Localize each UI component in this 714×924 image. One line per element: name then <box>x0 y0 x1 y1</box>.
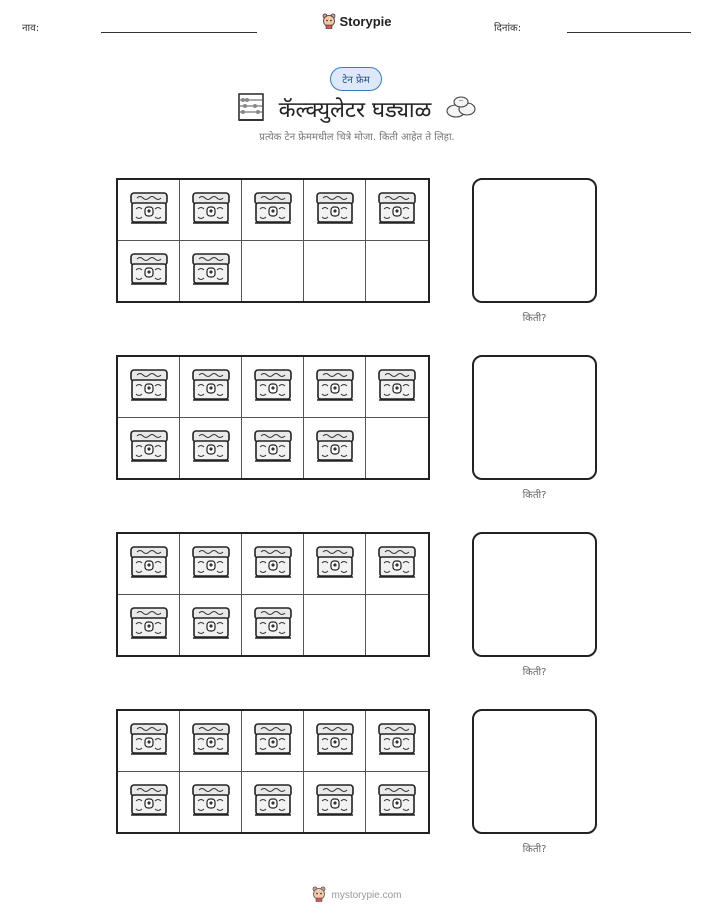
treasure-chest-icon <box>189 367 233 407</box>
treasure-chest-icon <box>127 428 171 468</box>
treasure-chest-icon <box>313 190 357 230</box>
treasure-chest-icon <box>189 251 233 291</box>
treasure-chest-icon <box>189 428 233 468</box>
frame-cell <box>180 357 242 418</box>
frame-cell <box>366 711 428 772</box>
frame-cell <box>180 595 242 656</box>
treasure-chest-icon <box>189 782 233 822</box>
treasure-chest-icon <box>189 544 233 584</box>
treasure-chest-icon <box>127 721 171 761</box>
date-label: दिनांक: <box>494 23 522 34</box>
frame-cell <box>304 418 366 479</box>
ten-frame <box>116 532 430 657</box>
abacus-icon <box>237 92 265 126</box>
frame-cell <box>118 418 180 479</box>
treasure-chest-icon <box>189 190 233 230</box>
topic-badge: टेन फ्रेम <box>330 67 382 91</box>
storypie-mascot-icon <box>322 13 336 29</box>
treasure-chest-icon <box>375 367 419 407</box>
treasure-chest-icon <box>313 428 357 468</box>
frame-cell <box>304 180 366 241</box>
frame-cell <box>304 711 366 772</box>
worksheet-title: कॅल्क्युलेटर घड्याळ <box>278 98 432 123</box>
treasure-chest-icon <box>127 367 171 407</box>
frame-cell <box>242 534 304 595</box>
ten-frame <box>116 178 430 303</box>
frame-cell <box>242 418 304 479</box>
name-field[interactable] <box>101 32 257 33</box>
treasure-chest-icon <box>127 544 171 584</box>
answer-box[interactable] <box>472 355 597 480</box>
frame-cell <box>118 241 180 302</box>
frame-cell <box>304 357 366 418</box>
frame-cell <box>304 772 366 833</box>
treasure-chest-icon <box>251 721 295 761</box>
treasure-chest-icon <box>375 721 419 761</box>
frame-cell <box>180 711 242 772</box>
treasure-chest-icon <box>375 782 419 822</box>
treasure-chest-icon <box>375 190 419 230</box>
brand-logo <box>0 13 714 32</box>
treasure-chest-icon <box>189 721 233 761</box>
treasure-chest-icon <box>313 367 357 407</box>
frame-cell <box>242 711 304 772</box>
frame-cell <box>118 357 180 418</box>
frame-cell <box>242 772 304 833</box>
frame-cell <box>366 241 428 302</box>
frame-cell <box>118 534 180 595</box>
treasure-chest-icon <box>251 367 295 407</box>
frame-cell <box>118 180 180 241</box>
treasure-chest-icon <box>251 544 295 584</box>
storypie-mascot-icon <box>312 886 326 905</box>
treasure-chest-icon <box>313 721 357 761</box>
treasure-chest-icon <box>127 251 171 291</box>
frame-cell <box>118 772 180 833</box>
frame-cell <box>118 595 180 656</box>
brand-name: Storypie <box>339 13 392 29</box>
frame-cell <box>366 595 428 656</box>
answer-box[interactable] <box>472 709 597 834</box>
answer-label: किती? <box>522 313 547 324</box>
treasure-chest-icon <box>251 605 295 645</box>
frame-cell <box>304 534 366 595</box>
frame-cell <box>366 534 428 595</box>
answer-label: किती? <box>522 490 547 501</box>
treasure-chest-icon <box>313 782 357 822</box>
frame-cell <box>242 595 304 656</box>
answer-box[interactable] <box>472 532 597 657</box>
treasure-chest-icon <box>127 190 171 230</box>
frame-cell <box>180 180 242 241</box>
frame-cell <box>118 711 180 772</box>
treasure-chest-icon <box>251 782 295 822</box>
date-field[interactable] <box>567 32 691 33</box>
frame-cell <box>180 418 242 479</box>
treasure-chest-icon <box>251 428 295 468</box>
ten-frame <box>116 709 430 834</box>
pebbles-icon <box>445 94 477 124</box>
treasure-chest-icon <box>375 544 419 584</box>
frame-cell <box>242 357 304 418</box>
frame-cell <box>180 772 242 833</box>
frame-cell <box>366 772 428 833</box>
answer-box[interactable] <box>472 178 597 303</box>
frame-cell <box>304 595 366 656</box>
frame-cell <box>180 241 242 302</box>
instructions: प्रत्येक टेन फ्रेममधील चित्रे मोजा. किती आहेत ते लिहा. <box>259 132 455 143</box>
footer-url: mystorypie.com <box>331 890 402 901</box>
treasure-chest-icon <box>313 544 357 584</box>
frame-cell <box>366 357 428 418</box>
frame-cell <box>366 418 428 479</box>
treasure-chest-icon <box>251 190 295 230</box>
answer-label: किती? <box>522 667 547 678</box>
frame-cell <box>366 180 428 241</box>
frame-cell <box>180 534 242 595</box>
treasure-chest-icon <box>127 782 171 822</box>
treasure-chest-icon <box>189 605 233 645</box>
name-label: नाव: <box>22 23 40 34</box>
treasure-chest-icon <box>127 605 171 645</box>
frame-cell <box>304 241 366 302</box>
frame-cell <box>242 241 304 302</box>
answer-label: किती? <box>522 844 547 855</box>
ten-frame <box>116 355 430 480</box>
footer <box>0 886 714 905</box>
frame-cell <box>242 180 304 241</box>
